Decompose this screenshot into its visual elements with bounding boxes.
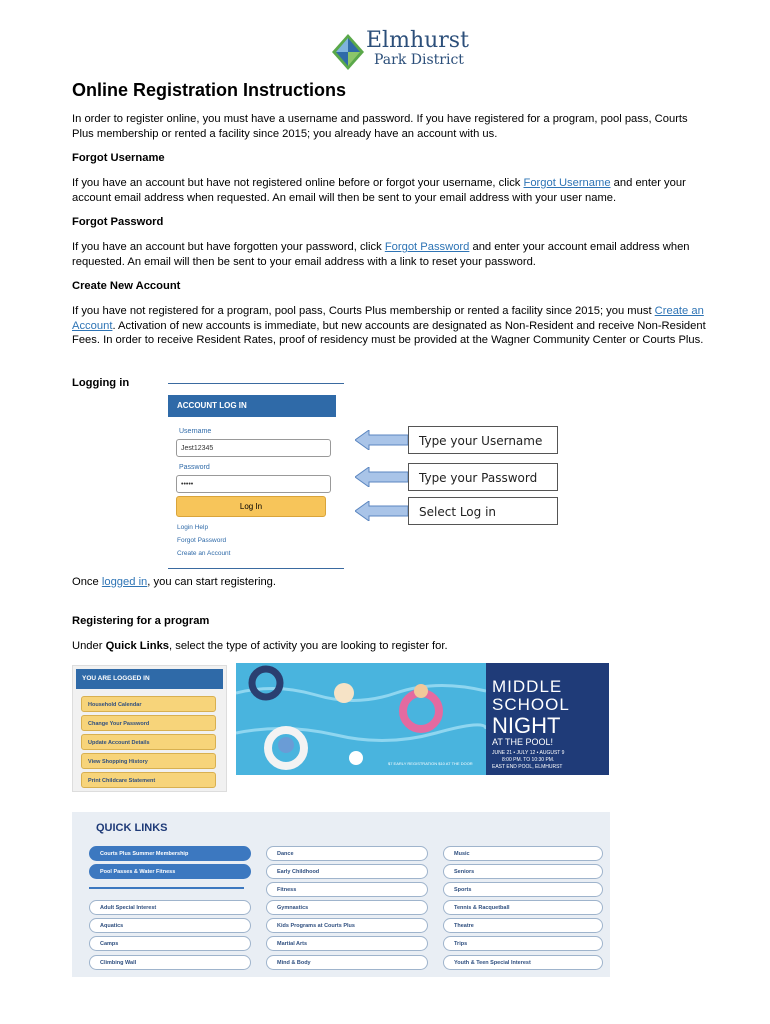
username-label: Username [179, 428, 212, 435]
pool-illustration [236, 663, 486, 775]
logged-in-panel [72, 665, 227, 792]
quick-links-title: QUICK LINKS [96, 822, 168, 834]
pool-line3: NIGHT [492, 713, 561, 738]
create-account-small-link[interactable]: Create an Account [177, 550, 231, 557]
quick-link-item[interactable]: Courts Plus Summer Membership [89, 846, 251, 861]
forgot-username-heading: Forgot Username [72, 152, 165, 164]
forgot-username-paragraph: If you have an account but have not registered online before or forgot your username, click Forgot Username and enter your account email address when requested. An email will then be sent to your email address with your user name. [72, 177, 686, 204]
pool-place: EAST END POOL, ELMHURST [492, 764, 563, 770]
forgot-password-small-link[interactable]: Forgot Password [177, 537, 227, 544]
forgot-password-link[interactable]: Forgot Password [384, 241, 470, 253]
arrow-left-icon [355, 467, 409, 487]
logging-in-heading: Logging in [72, 377, 130, 389]
username-input[interactable]: Jest12345 [176, 439, 331, 457]
arrow-left-icon [355, 430, 409, 450]
logged-menu-item[interactable]: Household Calendar [81, 696, 216, 712]
forgot-password-heading: Forgot Password [72, 216, 164, 228]
once-logged-in-paragraph: Once logged in, you can start registering. [72, 576, 276, 588]
pool-time: 8:00 PM. TO 10:30 PM. [502, 757, 555, 763]
password-label: Password [179, 464, 210, 471]
quick-link-item[interactable]: Music [443, 846, 603, 861]
quick-links-panel [72, 812, 610, 977]
quick-link-item[interactable]: Kids Programs at Courts Plus [266, 918, 428, 933]
arrow-left-icon [355, 501, 409, 521]
forgot-username-link[interactable]: Forgot Username [523, 177, 611, 189]
callout-password: Type your Password [408, 463, 558, 491]
logged-menu-item[interactable]: View Shopping History [81, 753, 216, 769]
create-account-heading: Create New Account [72, 280, 181, 292]
pool-night-banner[interactable] [236, 663, 609, 775]
logged-in-header: YOU ARE LOGGED IN [76, 669, 223, 689]
password-input[interactable]: ••••• [176, 475, 331, 493]
create-account-paragraph: If you have not registered for a program, pool pass, Courts Plus membership or rented a facility since 2015; you must Create an Account. Activation of new accounts is immediate, but new accounts are designated as Non-Resident and receive Non-Resident Fees. In order to receive Resident Rates, proof of residency must be provided at the Wagner Community Center or Courts Plus. [72, 305, 706, 346]
forgot-password-paragraph: If you have an account but have forgotten your password, click Forgot Password and enter your account email address when requested. An email will then be sent to your email address with a link to reset your password. [72, 241, 690, 268]
pool-line2: SCHOOL [492, 695, 570, 714]
pool-line4: AT THE POOL! [492, 737, 554, 747]
logo-text-park-district: Park District [374, 52, 464, 68]
quick-link-item[interactable]: Dance [266, 846, 428, 861]
account-login-header: ACCOUNT LOG IN [168, 395, 336, 417]
quick-link-item[interactable]: Seniors [443, 864, 603, 879]
create-account-link[interactable]: Create an Account [72, 305, 704, 332]
logged-menu-item[interactable]: Change Your Password [81, 715, 216, 731]
pool-note: $7 EARLY REGISTRATION $10 AT THE DOOR [388, 761, 473, 766]
pool-line1: MIDDLE [492, 677, 563, 696]
logged-in-link[interactable]: logged in [101, 576, 148, 588]
pool-text-panel [486, 663, 609, 775]
logged-menu-item[interactable]: Update Account Details [81, 734, 216, 750]
quick-link-item[interactable]: Gymnastics [266, 900, 428, 915]
registering-heading: Registering for a program [72, 615, 210, 627]
quick-link-item[interactable]: Pool Passes & Water Fitness [89, 864, 251, 879]
quick-link-item[interactable]: Sports [443, 882, 603, 897]
callout-log-in: Select Log in [408, 497, 558, 525]
quick-link-item[interactable]: Fitness [266, 882, 428, 897]
account-login-widget [168, 383, 344, 569]
quick-link-item[interactable]: Aquatics [89, 918, 251, 933]
quick-link-item[interactable]: Adult Special Interest [89, 900, 251, 915]
login-help-link[interactable]: Login Help [177, 524, 209, 531]
logo-text-elmhurst: Elmhurst [366, 28, 469, 53]
quick-link-item[interactable]: Mind & Body [266, 955, 428, 970]
quick-link-item[interactable]: Camps [89, 936, 251, 951]
divider [89, 887, 244, 889]
quick-link-item[interactable]: Climbing Wall [89, 955, 251, 970]
callout-username: Type your Username [408, 426, 558, 454]
logged-menu-item[interactable]: Print Childcare Statement [81, 772, 216, 788]
pool-dates: JUNE 21 • JULY 12 • AUGUST 9 [492, 750, 565, 756]
quick-link-item[interactable]: Early Childhood [266, 864, 428, 879]
quick-link-item[interactable]: Tennis & Racquetball [443, 900, 603, 915]
log-in-button[interactable]: Log In [176, 496, 326, 517]
registering-paragraph: Under Quick Links, select the type of activity you are looking to register for. [72, 640, 448, 652]
page-title: Online Registration Instructions [72, 80, 347, 100]
quick-link-item[interactable]: Trips [443, 936, 603, 951]
intro-paragraph: In order to register online, you must have a username and password. If you have registered for a program, pool pass, Courts Plus membership or rented a facility since 2015; you already have an account with us. [72, 113, 688, 140]
quick-link-item[interactable]: Theatre [443, 918, 603, 933]
quick-link-item[interactable]: Martial Arts [266, 936, 428, 951]
logo-diamond-icon [330, 32, 366, 72]
quick-link-item[interactable]: Youth & Teen Special Interest [443, 955, 603, 970]
